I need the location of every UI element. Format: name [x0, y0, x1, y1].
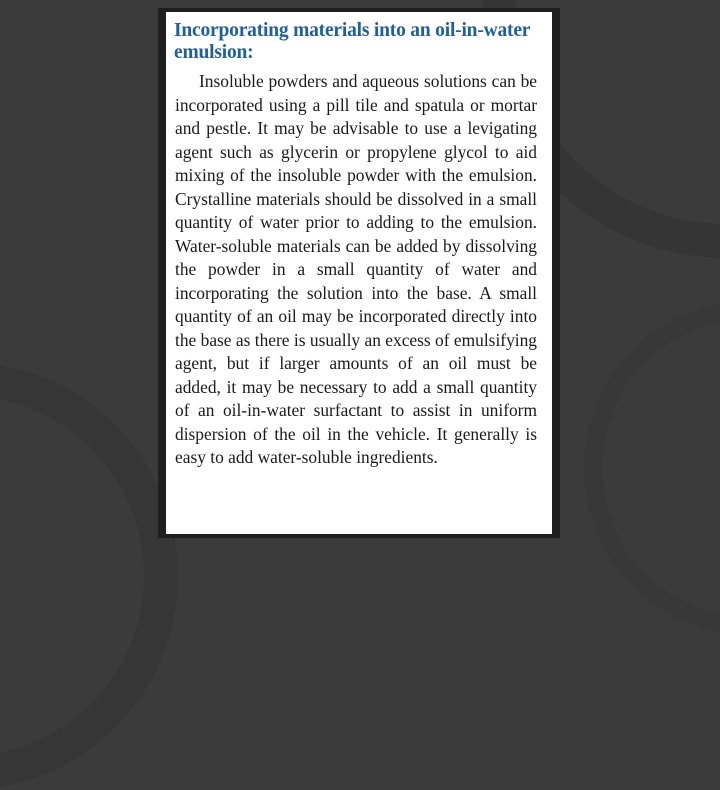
background-arc-decoration: [584, 300, 720, 636]
background-arc-decoration: [0, 362, 178, 790]
scanned-page: [166, 12, 552, 534]
section-heading: Incorporating materials into an oil-in-water emulsion:: [174, 20, 530, 63]
scanned-page-frame: [158, 8, 560, 538]
body-paragraph: Insoluble powders and aqueous solutions can be incorporated using a pill tile and spatula or mortar and pestle. It may be advisable to use a levigating agent such as glycerin or propylene glycol to aid mixing of the insoluble powder with the emulsion. Crystalline materials should be dissolved in a small quantity of water prior to adding to the emulsion. Water-soluble materials can be added by dissolving the powder in a small quantity of water and incorporating the solution into the base. A small quantity of an oil may be incorporated directly into the base as there is usually an excess of emulsifying agent, but if larger amounts of an oil must be added, it may be necessary to add a small quantity of an oil-in-water surfactant to assist in uniform dispersion of the oil in the vehicle. It generally is easy to add water-soluble ingredients.: [175, 71, 537, 467]
